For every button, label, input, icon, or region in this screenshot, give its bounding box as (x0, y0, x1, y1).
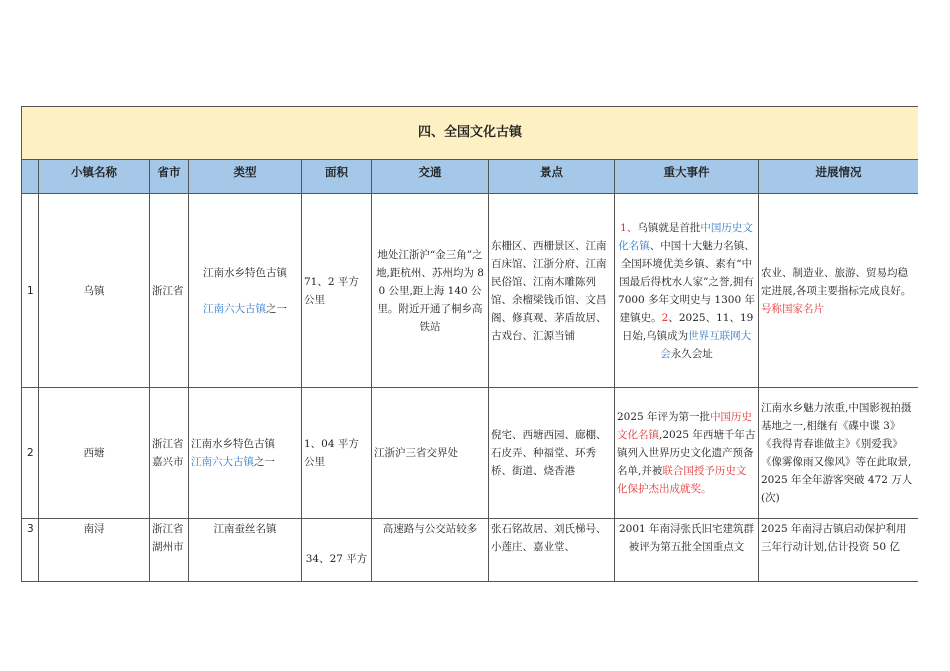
type-suffix: 之一 (266, 302, 287, 315)
province-cell: 浙江省湖州市 (150, 519, 189, 582)
traffic-cell: 高速路与公交站较多 (372, 519, 489, 582)
title-row (22, 107, 919, 160)
spots-cell: 倪宅、西塘西园、廊棚、石皮弄、种福堂、环秀桥、街道、烧香港 (489, 388, 615, 519)
type-cell: 江南蚕丝名镇 (189, 519, 302, 582)
event-number: 2 (661, 311, 669, 324)
header-index (22, 160, 39, 194)
progress-cell: 江南水乡魅力浓重,中国影视拍摄基地之一,相继有《碟中谍 3》《我得青春谁做主》《别爱我》《像雾像雨又像风》等在此取景,2025 年全年游客突破 472 万人(次) (759, 388, 919, 519)
event-text: ,2025 年西塘千年古镇列入世界历史文化遗产预备名单,并被 (617, 429, 756, 477)
event-text: 、2025、11、19 日始,乌镇成为 (621, 311, 754, 342)
type-cell (189, 194, 302, 388)
historic-town-link[interactable]: 中国历史文化名镇 (618, 221, 753, 252)
province-cell: 浙江省嘉兴市 (150, 388, 189, 519)
traffic-cell: 江浙沪三省交界处 (372, 388, 489, 519)
row-index: 3 (22, 519, 39, 582)
header-traffic: 交通 (372, 160, 489, 194)
six-ancient-towns-link[interactable]: 江南六大古镇 (191, 456, 254, 468)
event-text: 、中国十大魅力名镇、全国环境优美乡镇、素有“中国最后得枕水人家”之誉,拥有 7000 多年文明史与 1300 年建镇史。 (618, 239, 755, 324)
world-internet-conference-link[interactable]: 世界互联网大会 (660, 329, 752, 360)
table-row (22, 519, 919, 582)
area-text: 34、27 平方 (305, 553, 368, 565)
area-cell (302, 519, 372, 582)
town-name: 乌镇 (39, 194, 150, 388)
event-number: 1、 (620, 221, 638, 234)
traffic-cell: 地处江浙沪“金三角”之地,距杭州、苏州均为 80 公里,距上海 140 公里。附近开通了桐乡高铁站 (372, 194, 489, 388)
town-name: 南浔 (39, 519, 150, 582)
row-index: 2 (22, 388, 39, 519)
type-text: 江南水乡特色古镇 (191, 438, 275, 450)
area-cell: 1、04 平方公里 (302, 388, 372, 519)
progress-text: 农业、制造业、旅游、贸易均稳定进展,各项主要指标完成良好。 (761, 266, 912, 297)
header-spots: 景点 (489, 160, 615, 194)
historic-town-link[interactable]: 中国历史文化名镇 (617, 411, 753, 441)
spots-cell: 东栅区、西栅景区、江南百床馆、江浙分府、江南民俗馆、江南木雕陈列馆、余榴梁钱币馆、文昌阁、修真观、茅盾故居、古戏台、汇源当铺 (489, 194, 615, 388)
progress-highlight: 号称国家名片 (761, 302, 824, 315)
event-text: 乌镇就是首批 (637, 221, 701, 234)
event-text: 永久会址 (670, 347, 713, 360)
progress-cell: 2025 年南浔古镇启动保护利用三年行动计划,估计投资 50 亿 (759, 519, 919, 582)
type-text: 江南水乡特色古镇 (203, 266, 287, 279)
heritage-towns-table-sheet (21, 106, 918, 671)
events-cell (615, 388, 759, 519)
header-progress: 进展情况 (759, 160, 919, 194)
header-type: 类型 (189, 160, 302, 194)
progress-cell (759, 194, 919, 388)
table-row (22, 388, 919, 519)
events-cell (615, 194, 759, 388)
header-events: 重大事件 (615, 160, 759, 194)
events-cell: 2001 年南浔张氏旧宅建筑群被评为第五批全国重点文 (615, 519, 759, 582)
table-row (22, 194, 919, 388)
spots-cell: 张石铭故居、刘氏梯号、小莲庄、嘉业堂、 (489, 519, 615, 582)
header-area: 面积 (302, 160, 372, 194)
row-index: 1 (22, 194, 39, 388)
header-province: 省市 (150, 160, 189, 194)
six-ancient-towns-link[interactable]: 江南六大古镇 (203, 302, 266, 315)
header-row (22, 160, 919, 194)
type-suffix: 之一 (254, 456, 275, 468)
type-cell (189, 388, 302, 519)
heritage-towns-table (21, 106, 918, 582)
area-cell: 71、2 平方公里 (302, 194, 372, 388)
province-cell: 浙江省 (150, 194, 189, 388)
town-name: 西塘 (39, 388, 150, 519)
event-text: 2025 年评为第一批 (617, 411, 711, 423)
section-title: 四、全国文化古镇 (22, 107, 919, 160)
event-highlight: 联合国授予历史文化保护杰出成就奖。 (617, 465, 747, 495)
header-town-name: 小镇名称 (39, 160, 150, 194)
